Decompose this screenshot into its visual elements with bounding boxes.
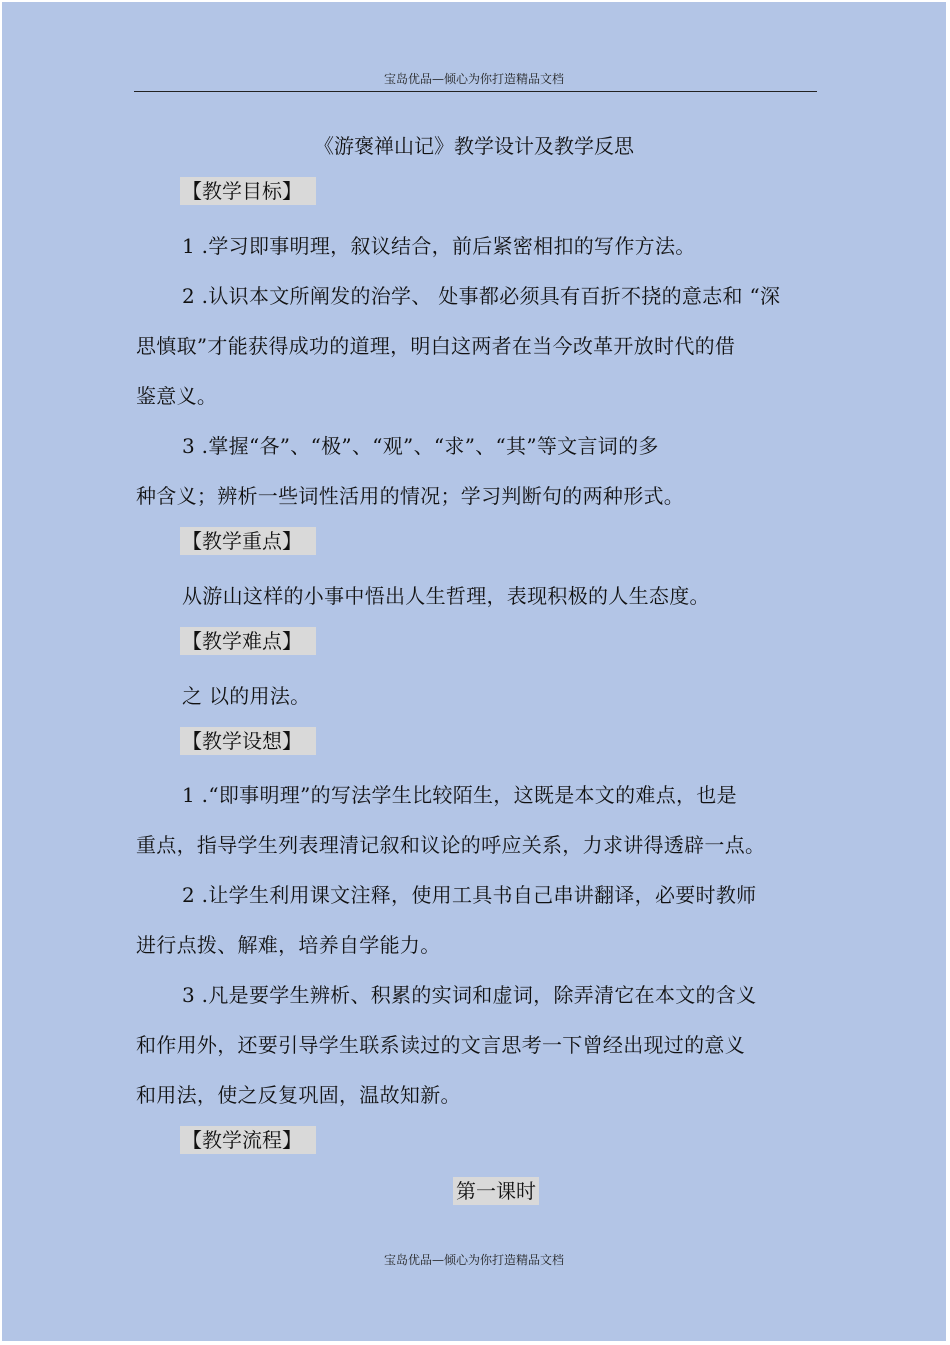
paragraph-line: 思慎取”才能获得成功的道理，明白这两者在当今改革开放时代的借 bbox=[136, 334, 736, 358]
section-heading-key-points: 【教学重点】 bbox=[180, 527, 316, 555]
header-divider bbox=[134, 91, 817, 92]
paragraph-line: 从游山这样的小事中悟出人生哲理，表现积极的人生态度。 bbox=[182, 584, 710, 608]
paragraph-line: 2 .认识本文所阐发的治学、 处事都必须具有百折不挠的意志和 “深 bbox=[182, 284, 781, 308]
document-page bbox=[2, 2, 946, 1341]
paragraph-line: 重点，指导学生列表理清记叙和议论的呼应关系，力求讲得透辟一点。 bbox=[136, 833, 766, 857]
section-heading-difficulties: 【教学难点】 bbox=[180, 627, 316, 655]
page-header: 宝岛优品—倾心为你打造精品文档 bbox=[383, 72, 564, 86]
paragraph-line: 3 .凡是要学生辨析、积累的实词和虚词，除弄清它在本文的含义 bbox=[182, 983, 757, 1007]
paragraph-line: 种含义；辨析一些词性活用的情况；学习判断句的两种形式。 bbox=[136, 484, 685, 508]
paragraph-line: 2 .让学生利用课文注释，使用工具书自己串讲翻译，必要时教师 bbox=[182, 883, 757, 907]
paragraph-line: 鉴意义。 bbox=[136, 384, 218, 408]
section-heading-ideas: 【教学设想】 bbox=[180, 727, 316, 755]
paragraph-line: 3 .掌握“各”、“极”、“观”、“求”、“其”等文言词的多 bbox=[182, 434, 659, 458]
paragraph-line: 之 以的用法。 bbox=[182, 684, 311, 708]
page-footer: 宝岛优品—倾心为你打造精品文档 bbox=[383, 1253, 564, 1267]
section-heading-process: 【教学流程】 bbox=[180, 1126, 316, 1154]
paragraph-line: 和作用外，还要引导学生联系读过的文言思考一下曾经出现过的意义 bbox=[136, 1033, 745, 1057]
lesson-label: 第一课时 bbox=[453, 1177, 539, 1205]
paragraph-line: 和用法，使之反复巩固，温故知新。 bbox=[136, 1083, 461, 1107]
document-title: 《游褒禅山记》教学设计及教学反思 bbox=[314, 134, 634, 158]
paragraph-line: 1 .学习即事明理，叙议结合，前后紧密相扣的写作方法。 bbox=[182, 234, 696, 258]
paragraph-line: 进行点拨、解难，培养自学能力。 bbox=[136, 933, 441, 957]
paragraph-line: 1 .“即事明理”的写法学生比较陌生，这既是本文的难点，也是 bbox=[182, 783, 737, 807]
section-heading-goals: 【教学目标】 bbox=[180, 177, 316, 205]
